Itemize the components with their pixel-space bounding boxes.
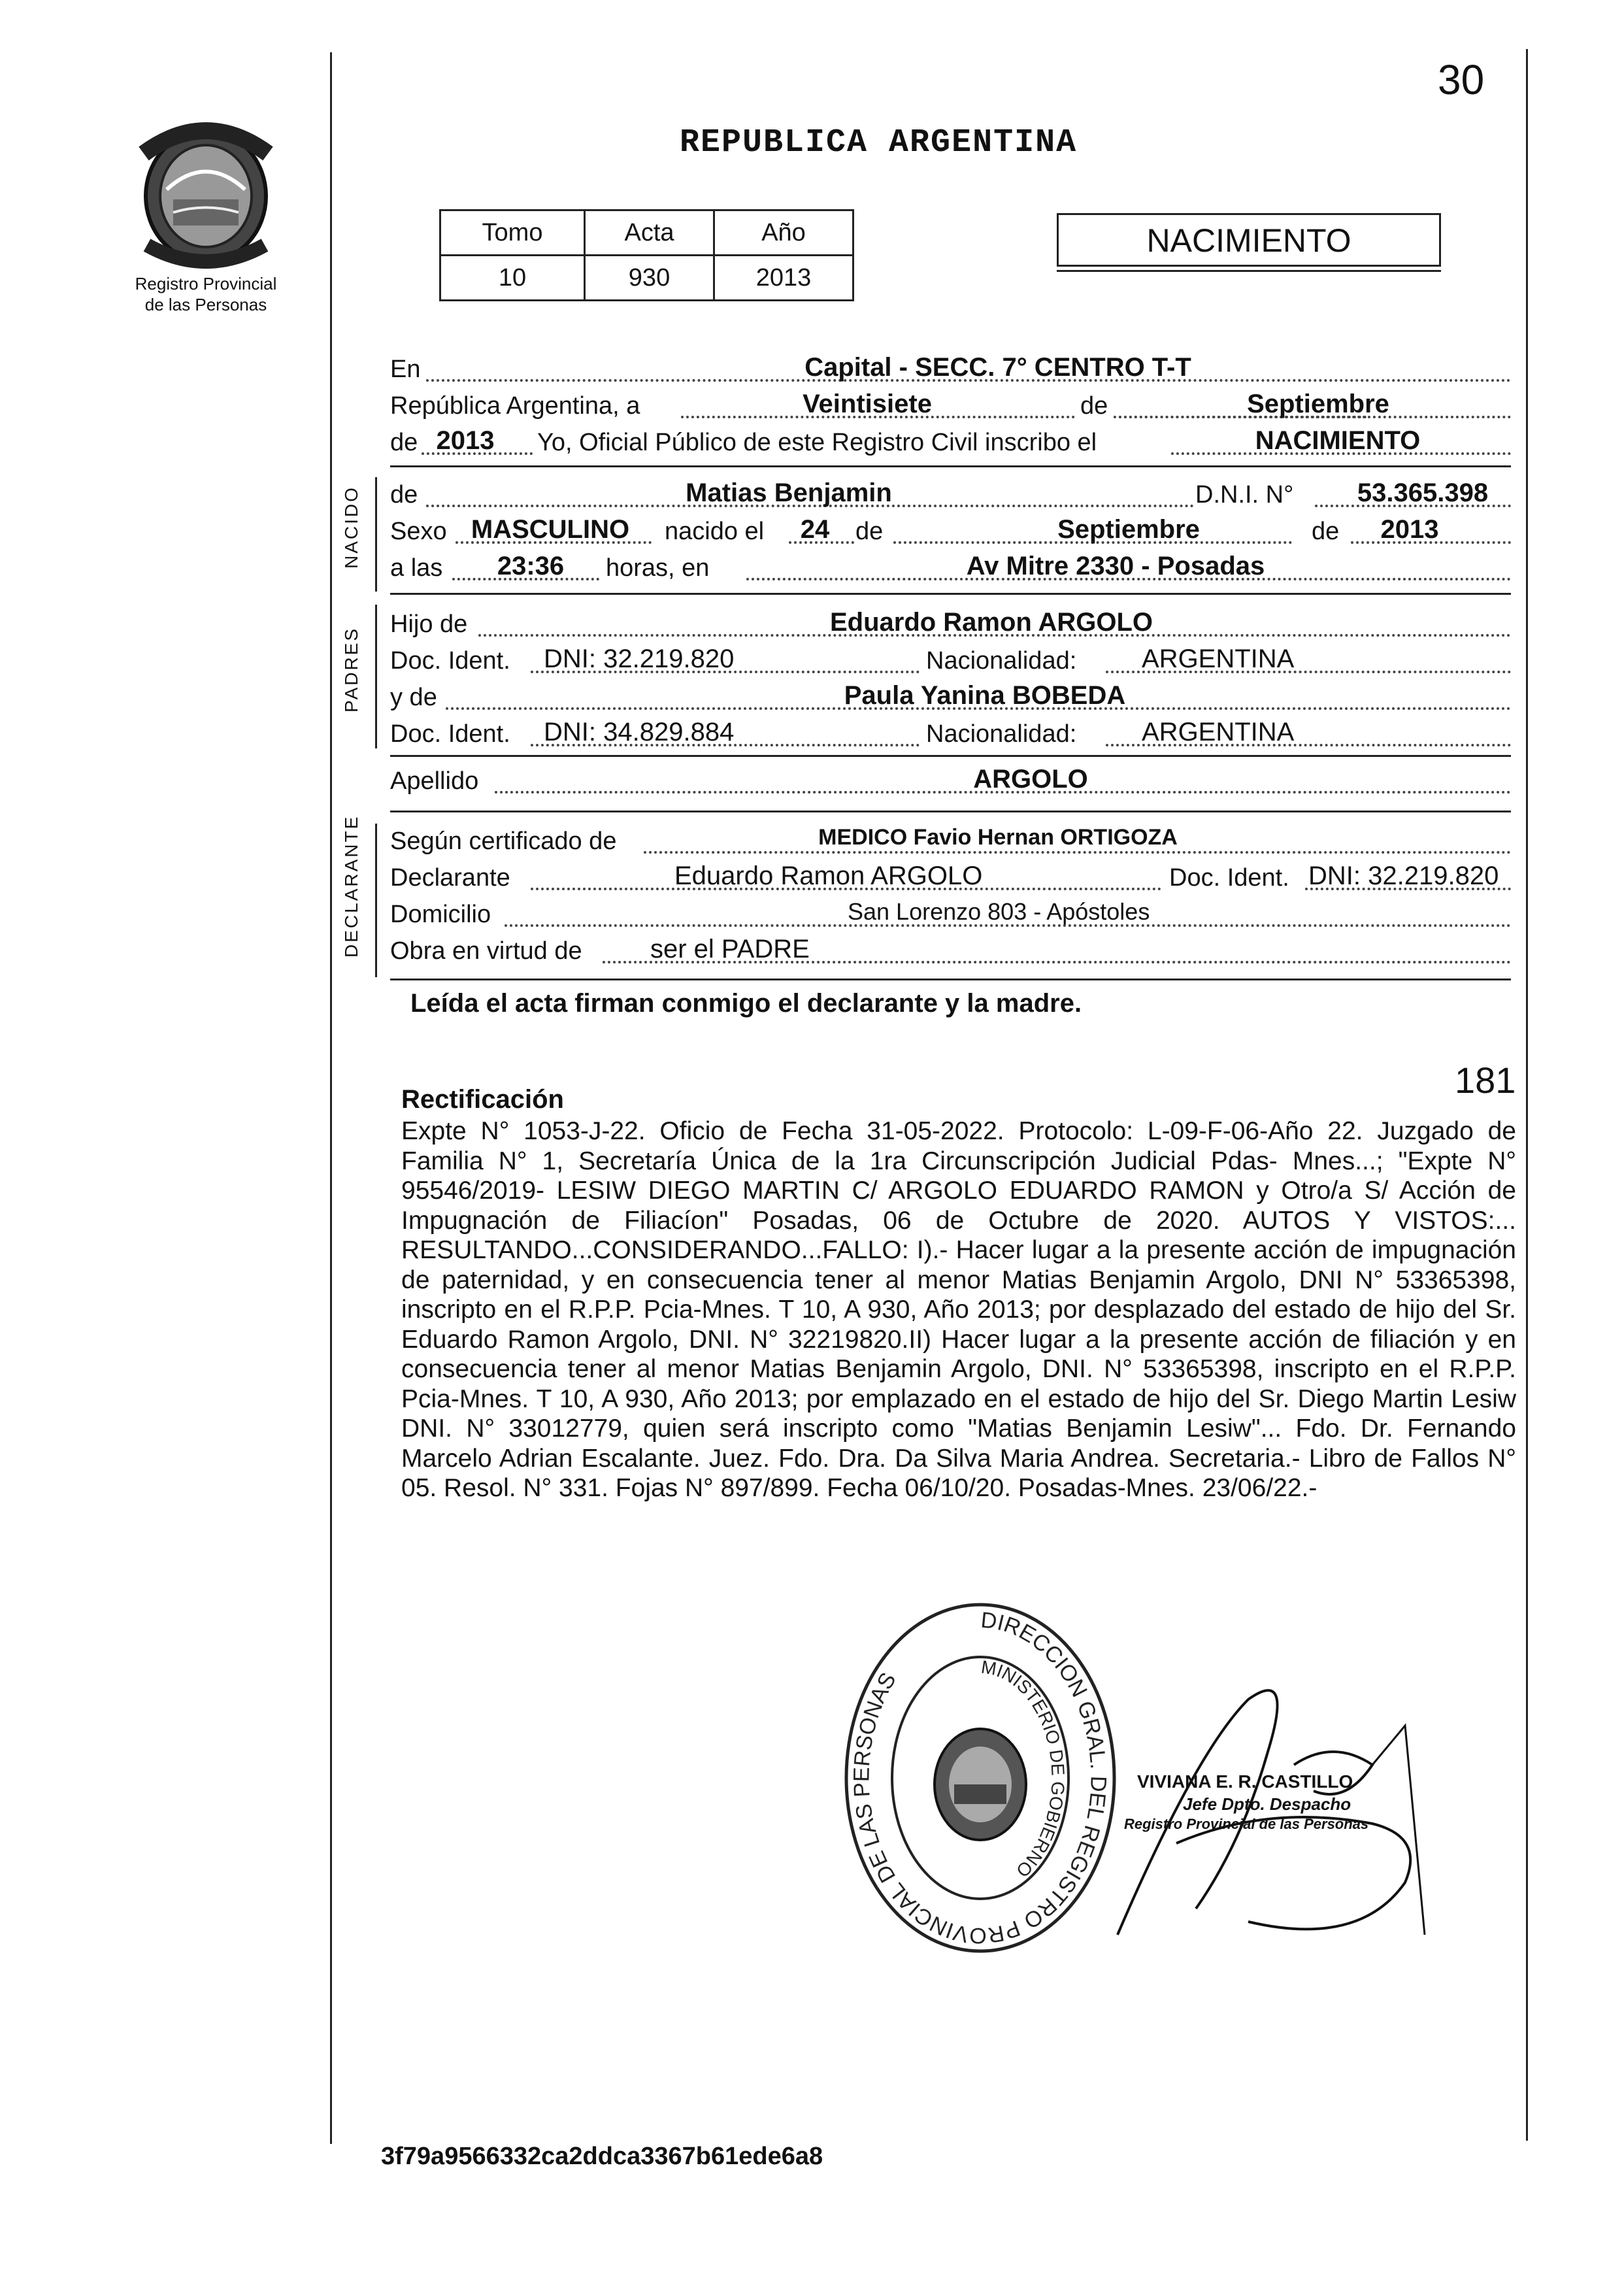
official-seal-icon: [830, 1588, 1131, 1954]
section-separator: [375, 605, 377, 748]
province-emblem-icon: [127, 114, 284, 275]
day-value: Veintisiete: [803, 390, 932, 418]
cert-label: Según certificado de: [390, 828, 617, 855]
tomo-value: 10: [440, 256, 585, 301]
certificate-value: MEDICO Favio Hernan ORTIGOZA: [818, 825, 1178, 850]
record-type-box: NACIMIENTO: [1057, 213, 1441, 267]
seal-inner-text: MINISTERIO DE GOBIERNO: [980, 1656, 1069, 1882]
mother-name: Paula Yanina BOBEDA: [844, 681, 1126, 710]
annotation-number: 181: [1455, 1060, 1516, 1101]
declarant-name: Eduardo Ramon ARGOLO: [674, 861, 983, 890]
domicilio-label: Domicilio: [390, 901, 491, 928]
anio-header: Año: [714, 210, 853, 256]
place-label: En: [390, 356, 421, 383]
hijo-label: Hijo de: [390, 610, 468, 638]
registry-name-line2: de las Personas: [144, 295, 267, 314]
de-label-5: de: [1312, 518, 1340, 545]
mother-doc: DNI: 34.829.884: [544, 718, 735, 746]
de-label-3: de: [390, 481, 418, 509]
de-label: de: [1076, 392, 1112, 420]
country-title: REPUBLICA ARGENTINA: [680, 124, 1078, 161]
mother-nat-label: Nacionalidad:: [926, 720, 1077, 748]
statement-row: [390, 426, 1511, 463]
anio-value: 2013: [714, 256, 853, 301]
surname-row: [390, 765, 1511, 801]
child-name: Matias Benjamin: [686, 478, 892, 507]
father-doc-row: [390, 644, 1511, 681]
child-name-row: [390, 478, 1511, 515]
apellido-label: Apellido: [390, 767, 479, 795]
obra-label: Obra en virtud de: [390, 937, 582, 965]
father-doc: DNI: 32.219.820: [544, 644, 735, 673]
reference-table: [439, 209, 854, 301]
birth-year: 2013: [1380, 515, 1439, 544]
republic-label: República Argentina, a: [390, 392, 640, 420]
declarante-label: Declarante: [390, 864, 510, 892]
child-dni: 53.365.398: [1357, 478, 1489, 507]
time-row: [390, 552, 1511, 588]
sex-row: [390, 515, 1511, 552]
date-row: [390, 390, 1511, 426]
year-value: 2013: [436, 426, 495, 455]
month-value: Septiembre: [1247, 390, 1389, 418]
signed-note: Leída el acta firman conmigo el declarante y la madre.: [410, 989, 1082, 1018]
acta-header: Acta: [585, 210, 714, 256]
mother-nationality: ARGENTINA: [1142, 718, 1295, 746]
signature-block: [1098, 1673, 1464, 1974]
sexo-value: MASCULINO: [471, 515, 630, 544]
birth-place: Av Mitre 2330 - Posadas: [966, 552, 1265, 580]
reason-value: ser el PADRE: [650, 935, 810, 963]
sexo-label: Sexo: [390, 518, 447, 545]
declarante-section-label: DECLARANTE: [341, 814, 361, 958]
declarant-doc-label: Doc. Ident.: [1169, 864, 1289, 892]
mother-doc-row: [390, 718, 1511, 754]
seal-outer-text: DIRECCION GRAL. DEL REGISTRO PROVINCIAL DE LAS PERSONAS: [849, 1607, 1111, 1948]
place-row: [390, 353, 1511, 390]
surname-value: ARGOLO: [973, 765, 1088, 794]
father-nationality: ARGENTINA: [1142, 644, 1295, 673]
horas-label: horas, en: [606, 554, 710, 582]
section-separator: [375, 477, 377, 592]
rectification-text: Expte N° 1053-J-22. Oficio de Fecha 31-05-2022. Protocolo: L-09-F-06-Año 22. Juzgado de Familia N° 1, Secretaría Única de la 1ra Circunscripción Judicial Pdas- Mnes...; "Expte N° 95546/2019- LESIW DIEGO MARTIN C/ ARGOLO EDUARDO RAMON y Otro/a S/ Acción de Impugnación de Filiacíon" Posadas, 06 de Octubre de 2020. AUTOS Y VISTOS:... RESULTANDO...CONSIDERANDO...FALLO: I).- Hacer lugar a la presente acción de impugnación de paternidad, y en consecuencia tener al menor Matias Benjamin Argolo, DNI N° 53365398, inscripto en el R.P.P. Pcia-Mnes. T 10, A 930, Año 2013; por desplazado del estado de hijo del Sr. Eduardo Ramon Argolo, DNI. N° 32219820.II) Hacer lugar a la presente acción de filiación y en consecuencia tener al menor Matias Benjamin Argolo, DNI. N° 53365398, inscripto en el R.P.P. Pcia-Mnes. T 10, A 930, Año 2013; por emplazado en el estado de hijo del Sr. Diego Martin Lesiw DNI. N° 33012779, quien será inscripto como "Matias Benjamin Lesiw"... Fdo. Dr. Fernando Marcelo Adrian Escalante. Juez. Fdo. Dra. Da Silva Maria Andrea. Secretaria.- Libro de Fallos N° 05. Resol. N° 331. Fojas N° 897/899. Fecha 06/10/20. Posadas-Mnes. 23/06/22.-: [401, 1117, 1516, 1502]
y-de-label: y de: [390, 684, 437, 711]
father-row: [390, 608, 1511, 644]
birth-month: Septiembre: [1057, 515, 1200, 544]
signatory-registry: Registro Provincial de las Personas: [1124, 1816, 1369, 1832]
nacido-label: nacido el: [665, 518, 765, 545]
tomo-header: Tomo: [440, 210, 585, 256]
father-nat-label: Nacionalidad:: [926, 647, 1077, 675]
divider: [390, 755, 1511, 757]
father-name: Eduardo Ramon ARGOLO: [829, 608, 1153, 637]
record-value: NACIMIENTO: [1255, 426, 1421, 455]
divider: [390, 978, 1511, 980]
certificate-row: [390, 825, 1511, 861]
page-number: 30: [1438, 56, 1485, 103]
rectification-title: Rectificación: [401, 1085, 564, 1114]
address-value: San Lorenzo 803 - Apóstoles: [848, 898, 1150, 925]
footer-hash: 3f79a9566332ca2ddca3367b61ede6a8: [381, 2143, 823, 2170]
nacido-section-label: NACIDO: [341, 486, 361, 569]
birth-time: 23:36: [497, 552, 565, 580]
divider: [390, 465, 1511, 467]
father-doc-label: Doc. Ident.: [390, 647, 510, 675]
mother-doc-label: Doc. Ident.: [390, 720, 510, 748]
registry-name-line1: Registro Provincial: [135, 274, 277, 293]
statement-text: Yo, Oficial Público de este Registro Civil inscribo el: [537, 429, 1097, 456]
place-value: Capital - SECC. 7° CENTRO T-T: [804, 353, 1191, 382]
de-label-2: de: [390, 429, 418, 456]
right-margin-line: [1526, 49, 1528, 2141]
section-separator: [375, 824, 377, 977]
padres-section-label: PADRES: [341, 626, 361, 712]
registry-name: [121, 273, 291, 315]
reason-row: [390, 935, 1511, 971]
acta-value: 930: [585, 256, 714, 301]
signatory-name: VIVIANA E. R. CASTILLO: [1137, 1771, 1353, 1792]
birth-day: 24: [800, 515, 830, 544]
mother-row: [390, 681, 1511, 718]
divider: [390, 593, 1511, 595]
signatory-title: Jefe Dpto. Despacho: [1183, 1794, 1351, 1814]
declarant-doc: DNI: 32.219.820: [1308, 861, 1499, 890]
left-margin-line: [330, 52, 332, 2144]
declarant-row: [390, 861, 1511, 898]
a-las-label: a las: [390, 554, 443, 582]
divider: [390, 811, 1511, 812]
dni-label: D.N.I. N°: [1195, 481, 1294, 509]
de-label-4: de: [855, 518, 884, 545]
address-row: [390, 898, 1511, 935]
